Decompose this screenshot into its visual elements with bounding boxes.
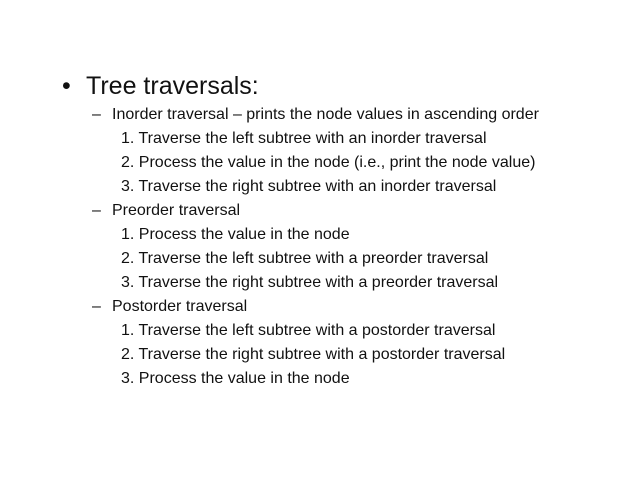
section-marker: – [92,106,101,123]
heading [62,70,259,102]
postorder-step-2: 2. Traverse the right subtree with a postorder traversal [121,346,506,363]
heading-bullet: • [62,72,71,100]
postorder-step-3: 3. Process the value in the node [121,370,350,387]
postorder-step-1: 1. Traverse the left subtree with a postorder traversal [121,322,496,339]
inorder-step-1: 1. Traverse the left subtree with an inorder traversal [121,130,487,147]
section-title: Postorder traversal [112,298,248,315]
section-postorder-title [92,297,247,317]
preorder-step-1: 1. Process the value in the node [121,226,350,243]
section-inorder-title [92,105,539,125]
section-title: Inorder traversal – prints the node values in ascending order [112,106,539,123]
heading-text: Tree traversals: [86,72,259,100]
preorder-step-3: 3. Traverse the right subtree with a preorder traversal [121,274,499,291]
preorder-step-2: 2. Traverse the left subtree with a preorder traversal [121,250,489,267]
section-title: Preorder traversal [112,202,241,219]
inorder-step-3: 3. Traverse the right subtree with an inorder traversal [121,178,497,195]
section-preorder-title [92,201,240,221]
inorder-step-2: 2. Process the value in the node (i.e., print the node value) [121,154,536,171]
section-marker: – [92,298,101,315]
section-marker: – [92,202,101,219]
